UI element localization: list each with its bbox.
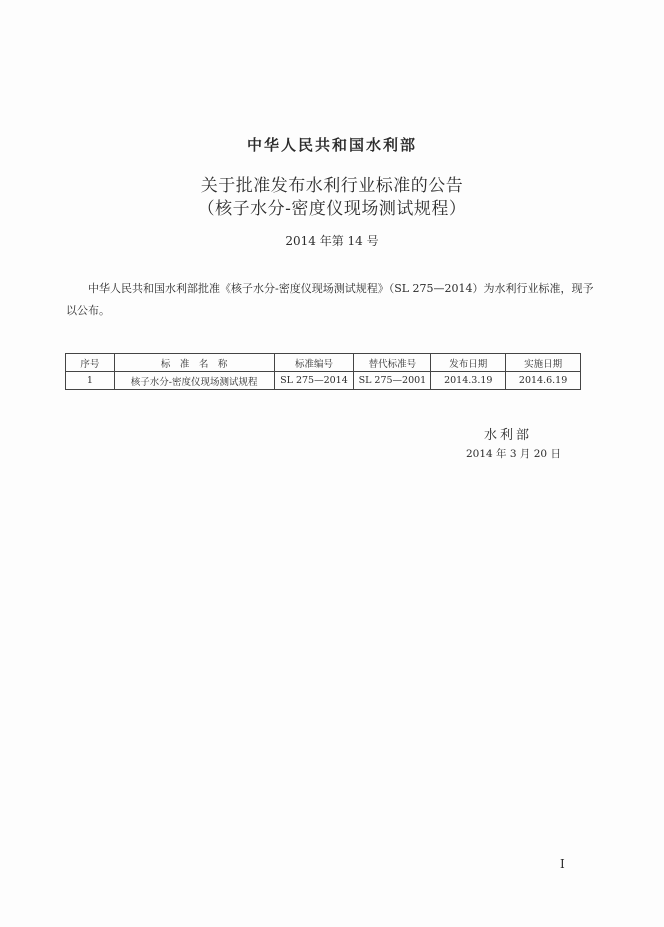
cell-name: 核子水分-密度仪现场测试规程: [114, 372, 274, 390]
header-cell-index: 序号: [66, 354, 115, 372]
table-header-row: [66, 354, 581, 372]
body-paragraph: 中华人民共和国水利部批准《核子水分-密度仪现场测试规程》（SL 275—2014）为水利行业标准，现予以公布。: [66, 282, 594, 317]
cell-index: 1: [66, 372, 115, 390]
page-number: I: [560, 857, 565, 871]
announcement-number: 2014 年第 14 号: [285, 234, 379, 248]
header-cell-replaced: 替代标准号: [354, 354, 431, 372]
header-cell-issue-date: 发布日期: [431, 354, 506, 372]
cell-code: SL 275—2014: [274, 372, 354, 390]
ministry-name: 中华人民共和国水利部: [246, 136, 417, 154]
header-cell-effective-date: 实施日期: [506, 354, 581, 372]
cell-effective-date: 2014.6.19: [506, 372, 581, 390]
header-cell-name: 标 准 名 称: [114, 354, 274, 372]
standards-table: [65, 353, 581, 390]
signature-org: 水利部: [484, 428, 533, 443]
table-row: [66, 372, 581, 390]
announcement-title: 关于批准发布水利行业标准的公告: [200, 176, 464, 196]
cell-replaced: SL 275—2001: [354, 372, 431, 390]
cell-issue-date: 2014.3.19: [431, 372, 506, 390]
signature-date: 2014 年 3 月 20 日: [466, 448, 561, 460]
header-cell-code: 标准编号: [274, 354, 354, 372]
announcement-subtitle: （核子水分-密度仪现场测试规程）: [197, 199, 467, 219]
